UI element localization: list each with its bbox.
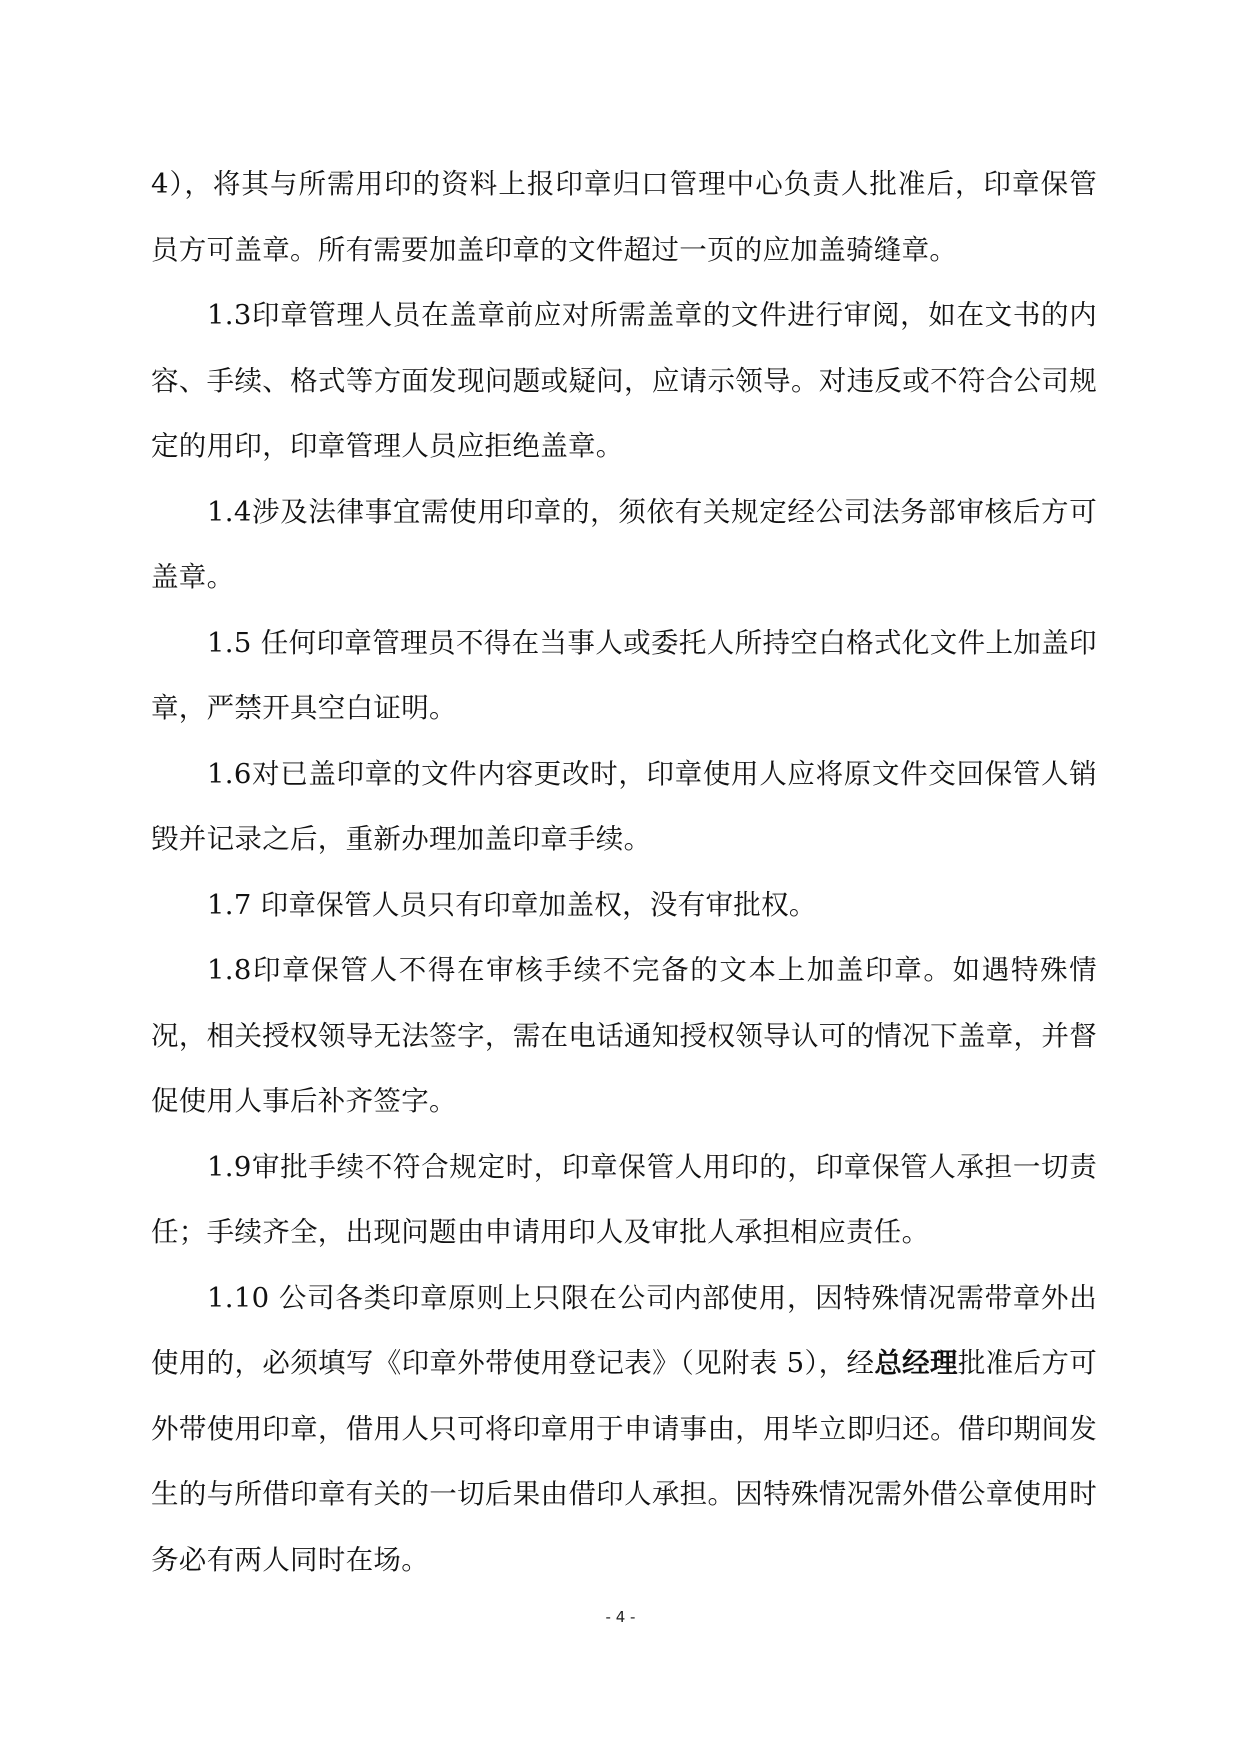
paragraph-1-10	[151, 1266, 1097, 1594]
paragraph-continuation: 4），将其与所需用印的资料上报印章归口管理中心负责人批准后，印章保管员方可盖章。所有需要加盖印章的文件超过一页的应加盖骑缝章。	[151, 168, 1097, 266]
paragraph-1-3: 1.3印章管理人员在盖章前应对所需盖章的文件进行审阅，如在文书的内容、手续、格式等方面发现问题或疑问，应请示领导。对违反或不符合公司规定的用印，印章管理人员应拒绝盖章。	[151, 299, 1097, 462]
paragraph-1-5: 1.5 任何印章管理员不得在当事人或委托人所持空白格式化文件上加盖印章，严禁开具空白证明。	[151, 626, 1097, 724]
paragraph-1-8: 1.8印章保管人不得在审核手续不完备的文本上加盖印章。如遇特殊情况，相关授权领导无法签字，需在电话通知授权领导认可的情况下盖章，并督促使用人事后补齐签字。	[151, 954, 1097, 1117]
paragraph-1-6: 1.6对已盖印章的文件内容更改时，印章使用人应将原文件交回保管人销毁并记录之后，重新办理加盖印章手续。	[151, 757, 1097, 855]
paragraph-1-7: 1.7 印章保管人员只有印章加盖权，没有审批权。	[207, 888, 817, 921]
paragraph-1-10-text-before: 1.10 公司各类印章原则上只限在公司内部使用，因特殊情况需带章外出使用的，必须填写《印章外带使用登记表》（见附表 5），经	[151, 1281, 1097, 1379]
paragraph-1-4: 1.4涉及法律事宜需使用印章的，须依有关规定经公司法务部审核后方可盖章。	[151, 495, 1097, 593]
page-number: - 4 -	[605, 1608, 636, 1626]
document-body	[151, 152, 1097, 1593]
paragraph-1-10-bold-text: 总经理	[874, 1347, 958, 1379]
paragraph-1-9: 1.9审批手续不符合规定时，印章保管人用印的，印章保管人承担一切责任；手续齐全，出现问题由申请用印人及审批人承担相应责任。	[151, 1150, 1097, 1248]
paragraph-1-10-text-after: 批准后方可外带使用印章，借用人只可将印章用于申请事由，用毕立即归还。借印期间发生的与所借印章有关的一切后果由借印人承担。因特殊情况需外借公章使用时务必有两人同时在场。	[151, 1347, 1098, 1576]
